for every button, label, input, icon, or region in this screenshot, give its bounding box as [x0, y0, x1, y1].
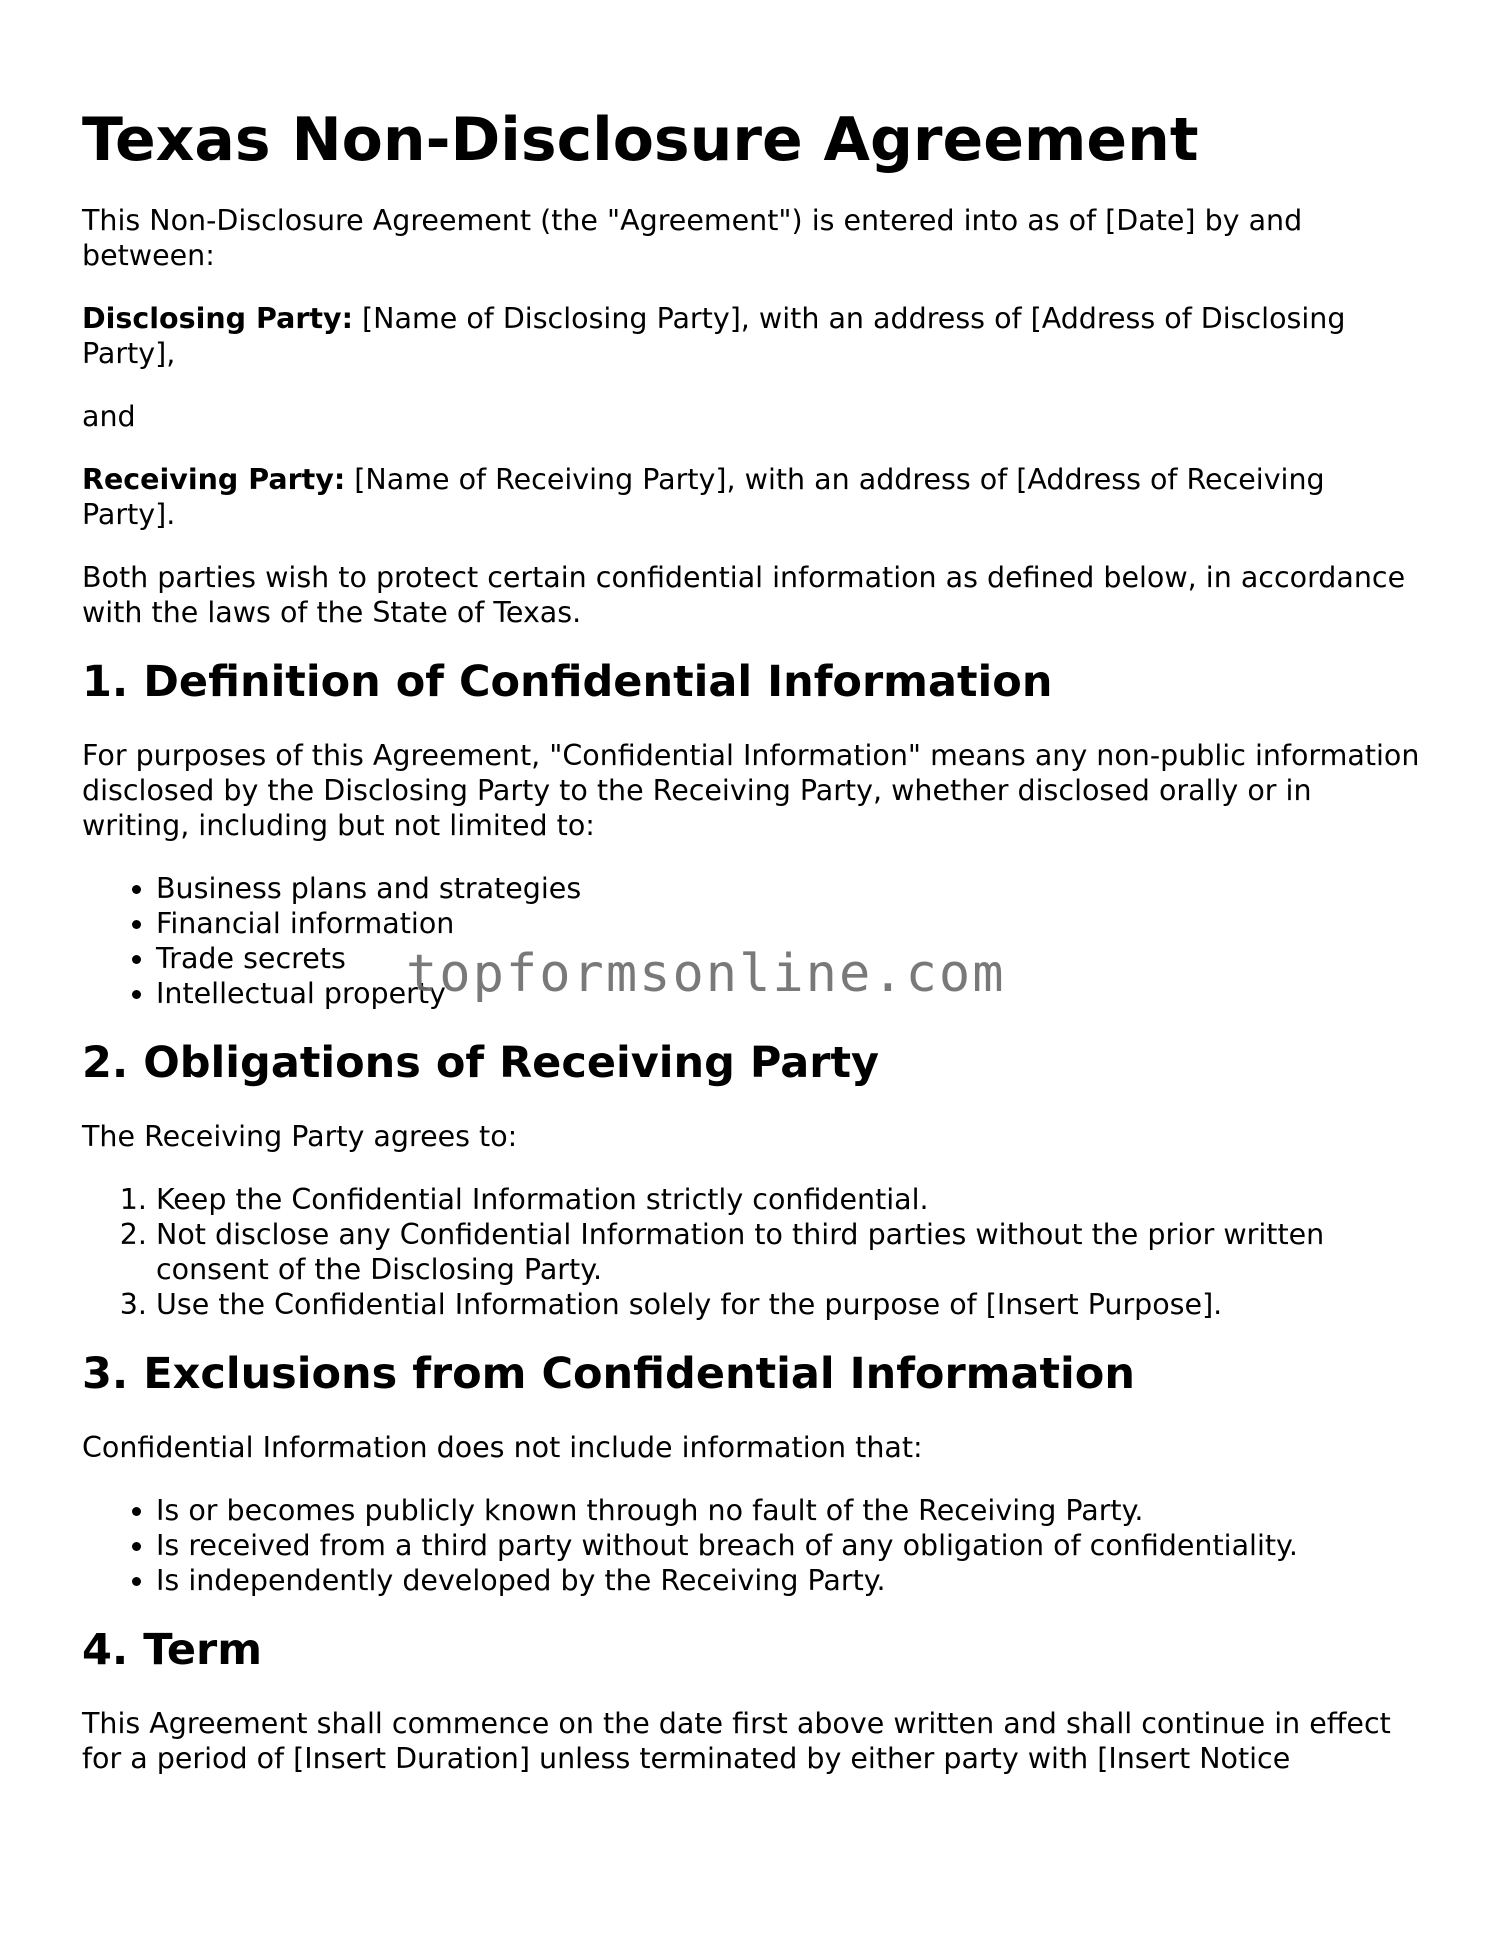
watermark: topformsonline.com — [406, 944, 1006, 1004]
section-2-heading: 2. Obligations of Receiving Party — [82, 1038, 880, 1088]
intro-paragraph: This Non-Disclosure Agreement (the "Agreement") is entered into as of [Date] by and between: — [82, 204, 1303, 272]
section-3-body: Confidential Information does not include information that: — [82, 1431, 923, 1464]
list-item: • Financial information — [156, 906, 1422, 941]
receiving-party-text: [Name of Receiving Party], with an address of [Address of Receiving Party]. — [82, 463, 1325, 531]
list-item: 3. Use the Confidential Information solely for the purpose of [Insert Purpose]. — [156, 1287, 1422, 1322]
document-page — [82, 0, 1422, 1776]
disclosing-party-label: Disclosing Party: — [82, 302, 353, 335]
list-item: • Is independently developed by the Receiving Party. — [156, 1563, 1422, 1598]
list-item: • Intellectual property — [156, 976, 1422, 1011]
section-4-heading: 4. Term — [82, 1625, 263, 1675]
list-item: • Business plans and strategies — [156, 871, 1422, 906]
section-3-list — [82, 1493, 1422, 1598]
section-1-body: For purposes of this Agreement, "Confidential Information" means any non-public information disclosed by the Disclosing Party to the Receiving Party, whether disclosed orally or in writing, including but not limited to: — [82, 739, 1420, 842]
and-paragraph: and — [82, 400, 136, 433]
disclosing-party-paragraph — [82, 301, 1422, 371]
section-4-body: This Agreement shall commence on the date first above written and shall continue in effect for a period of [Insert Duration] unless terminated by either party with [Insert Notice — [82, 1707, 1391, 1775]
receiving-party-label: Receiving Party: — [82, 463, 346, 496]
receiving-party-paragraph — [82, 462, 1422, 532]
list-item: • Trade secrets — [156, 941, 1422, 976]
list-item: • Is or becomes publicly known through no fault of the Receiving Party. — [156, 1493, 1422, 1528]
section-2-body: The Receiving Party agrees to: — [82, 1120, 518, 1153]
document-title: Texas Non-Disclosure Agreement — [82, 105, 1199, 175]
section-1-heading: 1. Definition of Confidential Information — [82, 657, 1053, 707]
section-3-heading: 3. Exclusions from Confidential Information — [82, 1349, 1135, 1399]
disclosing-party-text: [Name of Disclosing Party], with an address of [Address of Disclosing Party], — [82, 302, 1346, 370]
list-item: • Is received from a third party without breach of any obligation of confidentiality. — [156, 1528, 1422, 1563]
section-2-list — [82, 1182, 1422, 1322]
list-item: 1. Keep the Confidential Information strictly confidential. — [156, 1182, 1422, 1217]
purpose-paragraph: Both parties wish to protect certain confidential information as defined below, in accordance with the laws of the State of Texas. — [82, 561, 1406, 629]
list-item: 2. Not disclose any Confidential Information to third parties without the prior written consent of the Disclosing Party. — [156, 1217, 1422, 1287]
